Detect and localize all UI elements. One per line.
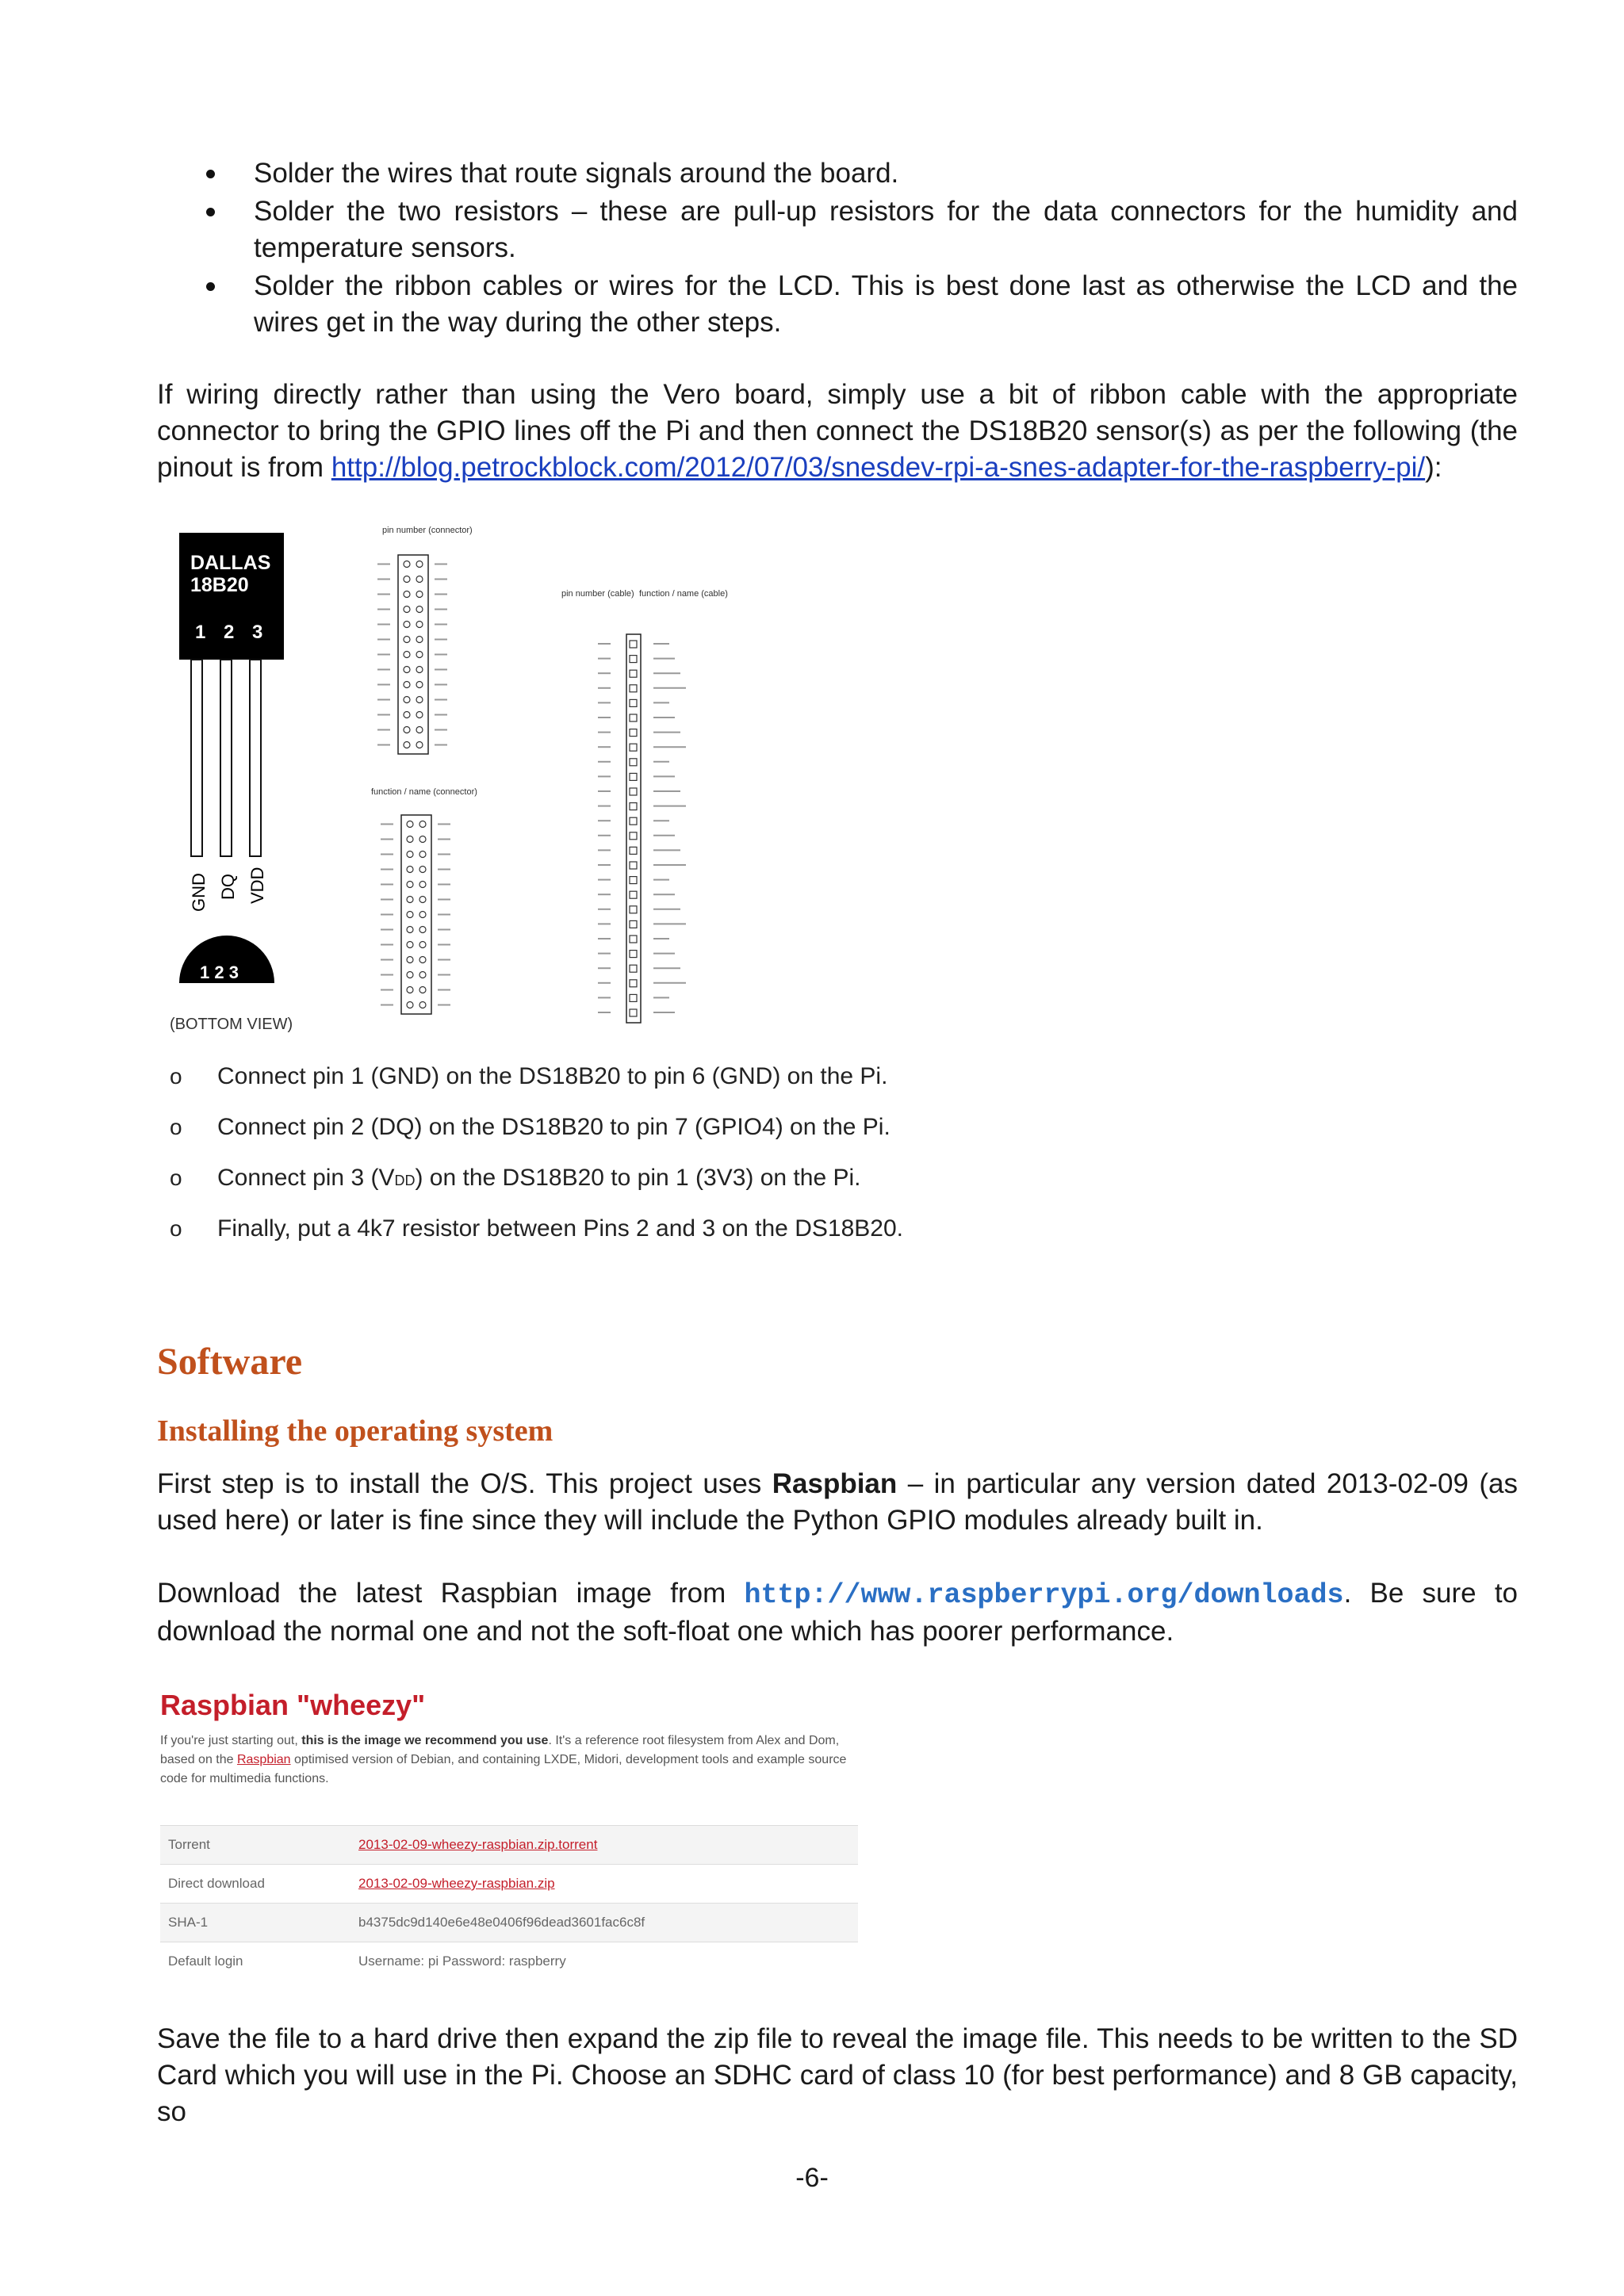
pin-vdd-label: VDD [247,867,267,904]
chip-pin-numbers: 1 2 3 [195,622,270,643]
cable-pin [630,832,637,840]
cable-pin [630,906,637,913]
pin [407,821,413,828]
bullet-icon [206,208,215,216]
download-paragraph [157,1575,1518,1650]
function-connector-header: function / name (connector) [371,787,477,797]
save-file-paragraph: Save the file to a hard drive then expand the zip file to reveal the image file. This needs to be written to the SD Card which you will use in the Pi. Choose an SDHC card of class 10 (for best performance) and 8 GB capacity, so [157,2023,1518,2127]
bullet-text: Solder the wires that route signals around the board. [254,158,899,189]
pin [419,912,426,918]
pin [404,637,410,643]
raspbian-download-figure [157,1684,863,1985]
raspbian-title: Raspbian "wheezy" [160,1689,426,1721]
pin [407,927,413,933]
raspberrypi-downloads-link[interactable]: http://www.raspberrypi.org/downloads [744,1579,1344,1611]
bullet-icon [206,282,215,291]
cable-pin [630,744,637,751]
page-number: -6- [795,2163,829,2193]
list-item [167,1161,1277,1211]
pin [419,851,426,858]
pin [407,867,413,873]
list-item [157,268,1518,341]
pin [419,821,426,828]
step-text: Connect pin 2 (DQ) on the DS18B20 to pin 7 (GPIO4) on the Pi. [217,1114,891,1140]
cable-pin [630,803,637,810]
cable-pin [630,936,637,943]
table-row: Torrent 2013-02-09-wheezy-raspbian.zip.torrent [160,1826,858,1865]
circle-bullet-icon: o [170,1115,182,1139]
paragraph-text: – in particular any version dated 2013-02-09 (as used here) or later is fine since they will include the Python GPIO modules already built in. [157,1468,1518,1536]
pin [407,942,413,948]
paragraph-text: If wiring directly rather than using the Vero board, simply use a bit of ribbon cable with the appropriate connector to bring the GPIO lines off the Pi and then connect the DS18B20 sensor(s) as per the following (the pinout is from [157,379,1518,483]
pin-gnd-label: GND [189,873,209,912]
cable-pin [630,773,637,780]
cable-pin [630,862,637,869]
pinout-diagram [163,523,758,1039]
pin [407,897,413,903]
pin [419,1002,426,1008]
chip-name: DALLAS [190,552,271,574]
table-row: Default login Username: pi Password: raspberry [160,1942,858,1981]
paragraph-text: Download the latest Raspbian image from [157,1578,745,1609]
wiring-paragraph [157,377,1518,486]
pin [407,836,413,843]
table-row: Direct download 2013-02-09-wheezy-raspbian.zip [160,1865,858,1904]
pin [407,912,413,918]
cable-pin [630,847,637,854]
pin [404,591,410,598]
bullet-icon [206,170,215,178]
pin [404,652,410,658]
heading-installing-os: Installing the operating system [157,1414,553,1448]
pin [407,1002,413,1008]
raspbian-description: If you're just starting out, this is the image we recommend you use. It's a reference root filesystem from Alex and Dom, based on the Raspbian optimised version of Debian, and containing LXDE, Midori, development tools and example source code for multimedia functions. [160,1734,847,1785]
cable-pin [630,685,637,692]
table-row: SHA-1 b4375dc9d140e6e48e0406f96dead3601fac6c8f [160,1904,858,1942]
pin [416,576,423,583]
cable-pin [630,877,637,884]
cable-pin [630,759,637,766]
cable-pin [630,817,637,825]
pin [407,957,413,963]
circle-bullet-icon: o [170,1216,182,1241]
list-item [157,155,1518,192]
list-item [157,193,1518,266]
paragraph-text: . Be sure to download the normal one and not the soft-float one which has poorer performance. [157,1578,1519,1647]
pin-number-connector-header: pin number (connector) [382,526,473,535]
pin [404,727,410,733]
default-login-value: Username: pi Password: raspberry [350,1942,858,1981]
cable-pin [630,980,637,987]
step-text-post: ) on the DS18B20 to pin 1 (3V3) on the Pi. [415,1165,861,1191]
pin [419,867,426,873]
pin [404,576,410,583]
pin-header [398,555,428,754]
cable-pin [630,891,637,898]
sha1-value: b4375dc9d140e6e48e0406f96dead3601fac6c8f [350,1904,858,1942]
pin [404,697,410,703]
pin [416,682,423,688]
download-table [160,1825,858,1980]
bottom-pin-numbers: 1 2 3 [200,962,239,982]
heading-software: Software [157,1341,303,1383]
vdd-subscript: DD [394,1173,416,1188]
cable-pin [630,670,637,677]
pin [404,712,410,718]
pin-header [401,815,431,1014]
cable-pin [630,994,637,1001]
pin [404,622,410,628]
petrockblock-link[interactable]: http://blog.petrockblock.com/2012/07/03/snesdev-rpi-a-snes-adapter-for-the-raspberry-pi/ [331,452,1426,483]
pin [407,851,413,858]
pin [407,882,413,888]
list-item [167,1059,1277,1110]
chip-model: 18B20 [190,574,249,596]
pin [419,897,426,903]
pin [404,682,410,688]
paragraph-text: First step is to install the O/S. This project uses [157,1468,772,1499]
pin [407,972,413,978]
pin [416,742,423,748]
pin [416,712,423,718]
cable-pin [630,920,637,928]
bullet-text: Solder the ribbon cables or wires for the LCD. This is best done last as otherwise the LCD and the wires get in the way during the other steps. [254,270,1518,338]
list-item [167,1110,1277,1161]
connection-steps [167,1059,1277,1251]
bullet-text: Solder the two resistors – these are pull-up resistors for the data connectors for the humidity and temperature sensors. [254,196,1518,263]
pin [404,607,410,613]
raspbian-bold: Raspbian [772,1468,898,1499]
cable-pin [630,1009,637,1016]
pinout-figure [163,523,758,1039]
pin [416,667,423,673]
step-text: Connect pin 3 (V [217,1165,395,1191]
pin [416,607,423,613]
pin [419,927,426,933]
pin [419,882,426,888]
pin [419,957,426,963]
step-text: Connect pin 1 (GND) on the DS18B20 to pin 6 (GND) on the Pi. [217,1063,888,1089]
pin [416,591,423,598]
pin [419,987,426,993]
pin [407,987,413,993]
cable-pin [630,951,637,958]
cable-pin [630,699,637,706]
step-text: Finally, put a 4k7 resistor between Pins 2 and 3 on the DS18B20. [217,1215,903,1242]
raspbian-link[interactable]: Raspbian [236,1753,291,1766]
pin [416,727,423,733]
list-item [167,1211,1277,1251]
pin [419,942,426,948]
paragraph-suffix: ): [1425,452,1442,483]
pin-dq-label: DQ [218,874,238,900]
pin [419,836,426,843]
pin [419,972,426,978]
torrent-link[interactable]: 2013-02-09-wheezy-raspbian.zip.torrent [358,1837,598,1852]
pin [404,742,410,748]
pin [404,561,410,568]
pin [416,697,423,703]
cable-connector [626,634,641,1023]
pin [416,622,423,628]
pin-number-cable-header: pin number (cable) [561,589,634,599]
circle-bullet-icon: o [170,1064,182,1089]
bullet-list [157,155,1518,342]
install-paragraph [157,1466,1518,1539]
pin [416,652,423,658]
cable-pin [630,714,637,721]
cable-pin [630,965,637,972]
cable-pin [630,788,637,795]
cable-pin [630,641,637,648]
pin [416,561,423,568]
circle-bullet-icon: o [170,1165,182,1190]
pin [404,667,410,673]
function-cable-header: function / name (cable) [639,589,728,599]
bottom-view-label: (BOTTOM VIEW) [170,1016,293,1033]
pin [416,637,423,643]
cable-pin [630,729,637,737]
direct-download-link[interactable]: 2013-02-09-wheezy-raspbian.zip [358,1876,555,1891]
cable-pin [630,656,637,663]
